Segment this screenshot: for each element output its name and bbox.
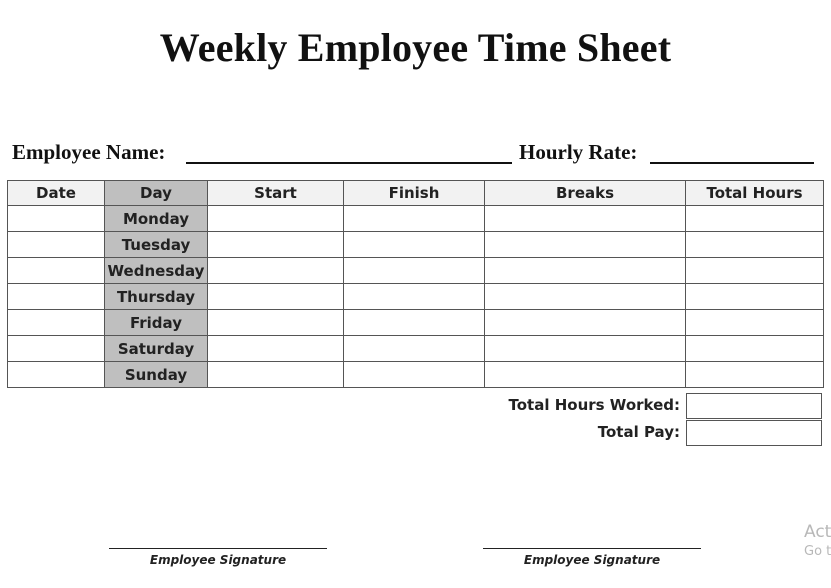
date-cell[interactable] bbox=[8, 362, 105, 388]
table-header-row bbox=[8, 181, 824, 206]
employee-signature-left bbox=[109, 548, 327, 567]
activation-watermark bbox=[804, 522, 831, 559]
table-row bbox=[8, 258, 824, 284]
breaks-cell[interactable] bbox=[485, 362, 686, 388]
column-header-day: Day bbox=[105, 181, 208, 206]
day-cell: Tuesday bbox=[105, 232, 208, 258]
day-cell: Thursday bbox=[105, 284, 208, 310]
start-cell[interactable] bbox=[208, 206, 344, 232]
table-row bbox=[8, 310, 824, 336]
start-cell[interactable] bbox=[208, 310, 344, 336]
total-hours-cell[interactable] bbox=[686, 258, 824, 284]
employee-name-label: Employee Name: bbox=[12, 140, 166, 164]
breaks-cell[interactable] bbox=[485, 206, 686, 232]
finish-cell[interactable] bbox=[344, 362, 485, 388]
start-cell[interactable] bbox=[208, 258, 344, 284]
finish-cell[interactable] bbox=[344, 258, 485, 284]
total-pay-label: Total Pay: bbox=[597, 423, 680, 441]
total-hours-cell[interactable] bbox=[686, 336, 824, 362]
day-cell: Wednesday bbox=[105, 258, 208, 284]
signature-label: Employee Signature bbox=[149, 553, 287, 567]
total-pay-field[interactable] bbox=[686, 420, 822, 446]
column-header-breaks: Breaks bbox=[485, 181, 686, 206]
watermark-line-2: Go t bbox=[804, 544, 831, 559]
day-cell: Sunday bbox=[105, 362, 208, 388]
hourly-rate-field[interactable] bbox=[650, 162, 814, 164]
total-hours-cell[interactable] bbox=[686, 206, 824, 232]
total-hours-cell[interactable] bbox=[686, 232, 824, 258]
signature-label: Employee Signature bbox=[523, 553, 661, 567]
hourly-rate-label: Hourly Rate: bbox=[519, 140, 638, 164]
start-cell[interactable] bbox=[208, 232, 344, 258]
date-cell[interactable] bbox=[8, 284, 105, 310]
column-header-total-hours: Total Hours bbox=[686, 181, 824, 206]
breaks-cell[interactable] bbox=[485, 284, 686, 310]
total-pay-row bbox=[0, 420, 831, 447]
date-cell[interactable] bbox=[8, 310, 105, 336]
start-cell[interactable] bbox=[208, 362, 344, 388]
finish-cell[interactable] bbox=[344, 310, 485, 336]
total-hours-cell[interactable] bbox=[686, 362, 824, 388]
day-cell: Saturday bbox=[105, 336, 208, 362]
finish-cell[interactable] bbox=[344, 206, 485, 232]
total-hours-worked-field[interactable] bbox=[686, 393, 822, 419]
breaks-cell[interactable] bbox=[485, 232, 686, 258]
table-row bbox=[8, 284, 824, 310]
signature-line[interactable] bbox=[109, 548, 327, 549]
signature-line[interactable] bbox=[483, 548, 701, 549]
table-row bbox=[8, 232, 824, 258]
date-cell[interactable] bbox=[8, 232, 105, 258]
breaks-cell[interactable] bbox=[485, 336, 686, 362]
finish-cell[interactable] bbox=[344, 232, 485, 258]
table-row bbox=[8, 362, 824, 388]
total-hours-row bbox=[0, 393, 831, 420]
column-header-start: Start bbox=[208, 181, 344, 206]
breaks-cell[interactable] bbox=[485, 258, 686, 284]
table-row bbox=[8, 206, 824, 232]
breaks-cell[interactable] bbox=[485, 310, 686, 336]
employee-info-row bbox=[12, 140, 822, 168]
watermark-line-1: Act bbox=[804, 522, 831, 542]
total-hours-cell[interactable] bbox=[686, 284, 824, 310]
finish-cell[interactable] bbox=[344, 284, 485, 310]
date-cell[interactable] bbox=[8, 258, 105, 284]
employee-name-field[interactable] bbox=[186, 162, 512, 164]
total-hours-worked-label: Total Hours Worked: bbox=[508, 396, 680, 414]
day-cell: Monday bbox=[105, 206, 208, 232]
employee-signature-right bbox=[483, 548, 701, 567]
column-header-date: Date bbox=[8, 181, 105, 206]
page-title: Weekly Employee Time Sheet bbox=[159, 25, 672, 70]
finish-cell[interactable] bbox=[344, 336, 485, 362]
column-header-finish: Finish bbox=[344, 181, 485, 206]
date-cell[interactable] bbox=[8, 206, 105, 232]
start-cell[interactable] bbox=[208, 336, 344, 362]
day-cell: Friday bbox=[105, 310, 208, 336]
total-hours-cell[interactable] bbox=[686, 310, 824, 336]
table-row bbox=[8, 336, 824, 362]
date-cell[interactable] bbox=[8, 336, 105, 362]
timesheet-table bbox=[7, 180, 824, 388]
start-cell[interactable] bbox=[208, 284, 344, 310]
